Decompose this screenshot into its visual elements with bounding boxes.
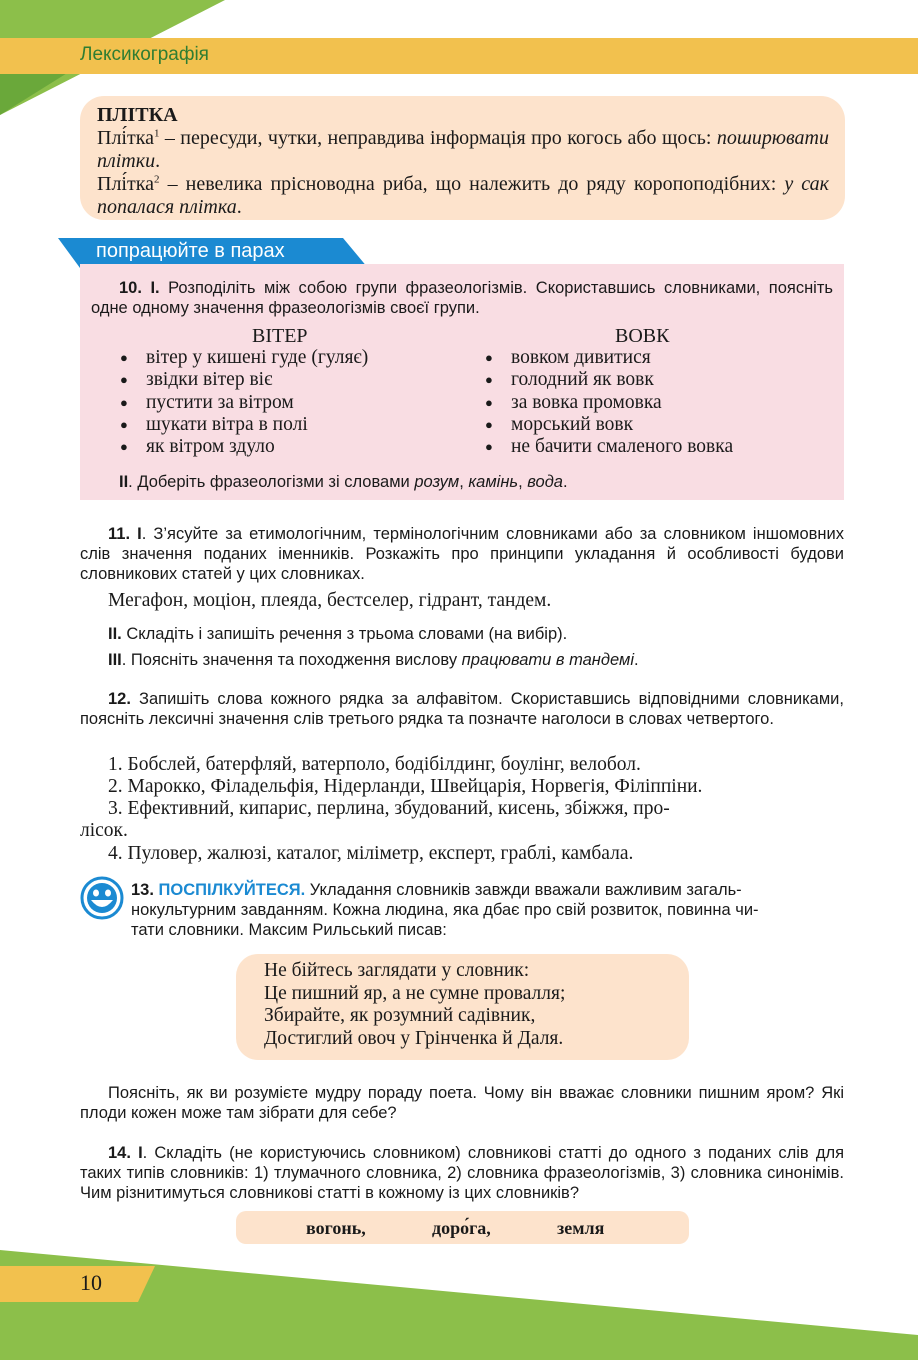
list-item: ● голодний як вовк <box>481 369 733 391</box>
entry2-text: – невелика прісноводна риба, що належить до ряду коропоподібних: <box>159 173 785 195</box>
task-10-part-1 <box>91 279 833 318</box>
page-number: 10 <box>80 1270 102 1295</box>
task-10-part2-mark: ІІ <box>119 473 129 491</box>
list-item: ● пустити за вітром <box>116 392 368 414</box>
entry2-example: у сак попалася плітка <box>97 173 829 218</box>
task-10-part1-mark: І. <box>150 279 160 297</box>
task-12-row-1: 1. Бобслей, батерфляй, ватерполо, бодібілдинг, боулінг, велобол. <box>108 754 641 775</box>
task-13-line1-text: Укладання словників завжди вважали важливим загаль- <box>305 881 742 899</box>
definition-headword: ПЛІТКА <box>97 104 178 126</box>
list-item: ● шукати вітра в полі <box>116 414 368 436</box>
pair-work-label: попрацюйте в парах <box>96 240 285 262</box>
definition-entry-1: Плі́тка$^1$ – пересуди, чутки, неправдива інформація про когось або щось: поширювати плітки. <box>97 127 829 172</box>
poem-line: Не бійтесь заглядати у словник: <box>264 960 530 981</box>
task-11-part3-mark: ІІІ <box>108 651 122 669</box>
page-section-title: Лексикографія <box>80 44 209 65</box>
definition-box <box>80 96 845 220</box>
word-doroha: доро́га, <box>432 1218 491 1238</box>
word-kamin: камінь <box>468 473 519 491</box>
list-item: ● звідки вітер віє <box>116 369 368 391</box>
task-13-line-2: нокультурним завданням. Кожна людина, яка дбає про свій розвиток, повинна чи- <box>131 901 759 919</box>
entry2-sup: 2 <box>154 173 160 186</box>
task-11-instruction: . З’ясуйте за етимологічним, термінологічним словниками або за словником іншомовних слів значення поданих іменників. Розкажіть про принципи укладання й особливості будови словникових статей у цих словниках. <box>80 525 844 583</box>
poem <box>264 960 565 1050</box>
task-14-instruction: . Складіть (не користуючись словником) словникові статті до одного з поданих слів для таких типів словників: 1) тлумачного словника, 2) словника фразеологізмів, 3) словника синонімів. Чим різнитимуться словникові статті в кожному із цих словників? <box>80 1144 845 1202</box>
task-13-number: 13. <box>131 881 154 899</box>
column-head-viter: ВІТЕР <box>252 325 308 347</box>
word-voda: вода <box>527 473 563 491</box>
entry1-text: – пересуди, чутки, неправдива інформація про когось або щось: <box>159 127 717 149</box>
definition-text <box>97 104 829 219</box>
task-10-number: 10. <box>119 279 142 297</box>
poem-line: Збирайте, як розумний садівник, <box>264 1005 536 1026</box>
task-13-heading: ПОСПІЛКУЙТЕСЯ. <box>158 881 306 899</box>
task-14-text <box>80 1143 844 1203</box>
word-vohon: вогонь, <box>306 1218 366 1238</box>
task-12-row-2: 2. Марокко, Філадельфія, Нідерланди, Швейцарія, Норвегія, Філіппіни. <box>108 776 703 797</box>
task-12-instruction: Запишіть слова кожного рядка за алфавітом. Скориставшись відповідними словниками, поясніть лексичні значення слів третього рядка та позначте наголоси в словах четвертого. <box>80 690 844 728</box>
task-12-row-3-cont: лісок. <box>80 820 128 841</box>
list-item: ● вовком дивитися <box>481 347 733 369</box>
poem-box <box>236 954 689 1060</box>
task-11-part2-mark: ІІ. <box>108 625 122 643</box>
task-12-number: 12. <box>108 690 131 708</box>
list-vovk <box>481 347 733 458</box>
list-item: ● за вовка промовка <box>481 392 733 414</box>
word-zemlia: земля <box>557 1218 605 1238</box>
task-13-line-3: тати словники. Максим Рильський писав: <box>131 921 447 939</box>
column-head-vovk: ВОВК <box>615 325 670 347</box>
task-11-number: 11. І <box>108 525 142 543</box>
list-item: ● не бачити смаленого вовка <box>481 436 733 458</box>
task-14-number: 14. І <box>108 1144 143 1162</box>
list-item: ● як вітром здуло <box>116 436 368 458</box>
task-11-part-2 <box>108 624 844 644</box>
task-10-part2-text: . Доберіть фразеологізми зі словами <box>128 473 415 491</box>
task-10-part-2: ІІ. Доберіть фразеологізми зі словами розум, камінь, вода. <box>119 473 568 491</box>
task-11-phrase: працювати в тандемі <box>461 651 634 669</box>
task-11-part3-text: . Поясніть значення та походження вислову <box>121 651 462 669</box>
list-item: ● вітер у кишені гуде (гуляє) <box>116 347 368 369</box>
entry1-sup: 1 <box>154 127 160 140</box>
smiley-icon <box>80 876 124 920</box>
task-13-question: Поясніть, як ви розумієте мудру пораду поета. Чому він вважає словники пишним яром? Які плоди кожен може там зібрати для себе? <box>80 1084 844 1122</box>
word-rozum: розум <box>414 473 460 491</box>
poem-line: Достиглий овоч у Грінченка й Даля. <box>264 1027 564 1049</box>
task-11-part-3: ІІІ. Поясніть значення та походження вислову працювати в тандемі. <box>108 651 639 669</box>
list-viter <box>116 347 368 458</box>
task-12-row-4: 4. Пуловер, жалюзі, каталог, міліметр, експерт, граблі, камбала. <box>108 843 634 864</box>
list-item: ● морський вовк <box>481 414 733 436</box>
entry1-example: поширювати плітки <box>97 127 829 172</box>
task-11-part2-text: Складіть і запишіть речення з трьома словами (на вибір). <box>121 625 568 643</box>
definition-entry-2: Плі́тка$^2$ – невелика прісноводна риба, що належить до ряду коропоподібних: у сак попалася плітка. <box>97 173 829 218</box>
task-10-box <box>80 264 844 500</box>
poem-line: Це пишний яр, а не сумне провалля; <box>264 982 566 1004</box>
task-11-words: Мегафон, моціон, плеяда, бестселер, гідрант, тандем. <box>108 590 552 611</box>
entry2-word: Плі́тка <box>97 173 155 195</box>
entry1-word: Плі́тка <box>97 127 155 149</box>
task-10-part1-text: Розподіліть між собою групи фразеологізмів. Скориставшись словниками, поясніть одне одному значення фразеологізмів своєї групи. <box>91 279 833 317</box>
task-12-row-3: 3. Ефективний, кипарис, перлина, збудований, кисень, збіжжя, про- <box>108 798 670 819</box>
task-13-line-1 <box>131 880 844 900</box>
task-11-text <box>80 524 844 584</box>
task-12-text <box>80 689 844 729</box>
bottom-green-decoration <box>0 1240 918 1360</box>
